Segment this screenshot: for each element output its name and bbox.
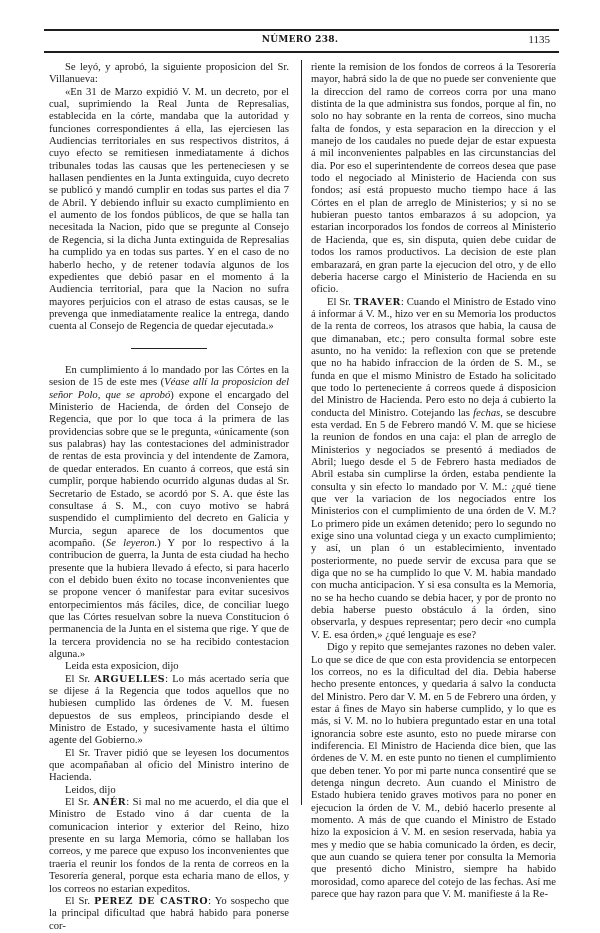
paragraph-proposal-text: «En 31 de Marzo expidió V. M. un decreto, por el cual, suprimiendo la Real Junta de Represalias, establecida en la córte, mandaba que la autoridad y funciones correspondientes á ella, las ejerciesen las Audiencias territoriales en sus respectivos distritos, á cuyo efecto se remitiesen inmediatamente á dichos tribunales todas las causas que les perteneciesen y se hallasen pendientes en la Junta extinguida, cuyo decreto se publicó y mandó cumplir en todas sus partes el dia 7 de Abril. Y debiendo influir su exacto cumplimiento en el aumento de los fondos públicos, de que se halla tan necesitada la Nacion, pido que se pregunte al Consejo de Regencia, si la dicha Junta extinguida de Represalias ha cumplido ya en todas sus partes. Y en el caso de no haberlo hecho, y de retener todavía algunos de los expedientes que debió pasar en el momento á la Audiencia territorial, para que la Nacion no sufra mayores perjuicios con el atraso de estas causas, se le prevenga que inmediatamente realice la entrega, dando cuenta al Consejo de Regencia de quedar ejecutada.» [49, 86, 289, 333]
right-column [311, 62, 556, 901]
paragraph-traver-continued: Digo y repito que semejantes razones no deben valer. Lo que se dice de que con esta providencia se entorpecen los correos, no es la dificultad del dia. Debia haberse hecho presente entonces, y quedaria á salvo la conducta del Ministro. Pero dar V. M. en 5 de Febrero una órden, y estar á fines de Mayo sin haberse cumplido, y lo que es más, si V. M. no lo hubiera preguntado estar en una total ignorancia sobre este asunto, esto no puede mirarse con indiferencia. El Ministro de Hacienda dice bien, que las órdenes de V. M. en este punto no tienen el cumplimiento que deben tener. Yo por mi parte nunca consentiré que se detenga ningun decreto. Aun cuando el Ministro de Estado hubiera tenido graves motivos para no poner en ejecucion la órden de V. M., debió hacerlo presente al momento. A más de que cuando el Ministro de Estado hizo la exposicion á V. M. en sesion reservada, habia ya mes y medio que se habia comunicado la órden, es decir, que aun cuando se quiera tener por consulta la Memoria que presentó dicho Ministro, siempre ha habido morosidad, como aparece del cotejo de las fechas. Así me parece que hay razon para que V. M. manifieste á la Re- [311, 642, 556, 901]
speech-text: : Lo más acertado sería que se dijese á la Regencia que todos aquellos que no hubiesen cumplido las órdenes de V. M. fuesen depuestos de sus empleos, principiando desde el Ministro de Estado, y sucesivamente hasta el último agente del Gobierno.» [49, 673, 290, 747]
speaker-prefix: El Sr. [327, 296, 354, 308]
paragraph-read: Leida esta exposicion, dijo [65, 661, 179, 673]
italic-word: fechas [473, 407, 501, 419]
speaker-name: ANÉR [93, 797, 127, 809]
speaker-name: PEREZ DE CASTRO [94, 895, 209, 907]
italic-note: Véase allí la proposicion del señor Polo, que se aprobó [49, 377, 290, 401]
text: ) expone el encargado del Ministerio de Hacienda, de órden del Consejo de Regencia, que por lo que toca á la primera de las providencias sobre que se le pregunta, «únicamente (son sus palabras) hay las contestaciones del administrador de rentas de esta provincia y del intendente de Zamora, de quedar enterados. En cuanto á correos, que está sin cumplir, porque habiendo ocurrido algunas dudas al Sr. Secretario de Estado, se acordó por S. A. que éste las consultase á S. M., con cuyo motivo se habrá suspendido el cumplimiento del decreto en Galicia y Murcia, segun aparece de los documentos que acompaño. ( [49, 389, 289, 549]
speech-continuation: riente la remision de los fondos de correos á la Tesorería mayor, habrá sido la de que no puede ser conveniente que la direccion del ramo de correos corra por una mano distinta de la que administra sus fondos, porque al fin, no solo no hay sobrante en la renta de correos, sino mucha falta de fondos, y esta separacion en la direccion y el manejo de los caudales no puede dejar de estar expuesta á mil inconvenientes palpables en las circunstancias del dia. Por eso el superintendente de correos desea que pase todo el negociado al Ministerio de Hacienda con sus fondos; así está propuesto mucho tiempo hace á las Córtes en el plan de arreglo de Ministerios; y si no se hubieran puesto tantos embarazos á su adopcion, ya estarian incorporados los fondos de correos al Ministerio de Hacienda, que es, sin disputa, quien debe cuidar de todos los ramos productivos. La decision de este plan embarazará, en gran parte la ejecucion del otro, y de ello deberia hacerse cargo el Ministerio de Hacienda en su oficio. [311, 62, 556, 296]
issue-number: NÚMERO 238. [261, 35, 339, 45]
speech-text: : Cuando el Ministro de Estado vino á informar á V. M., hizo ver en su Memoria los productos de la renta de correos, los atrasos que habia, la causa de que dimanaban, etc.; pero consulta formal sobre este asunto, no ha venido: la reflexion con que se pretende que no ha habido infraccion de la órden de S. M., se funda en que el mismo Ministro de Estado ha solicitado que todo lo perteneciente á correos quede á disposicion del Ministro de Hacienda. Pero esto no deja á cubierto la conducta del Ministro. Cotejando las [311, 296, 556, 419]
header-bottom-rule [44, 51, 559, 53]
italic-note: Se leyeron. [105, 537, 158, 549]
speech-aner [49, 797, 289, 896]
column-divider [301, 60, 302, 805]
speech-text: , se descubre esta verdad. En 5 de Febrero mandó V. M. que se hiciese la reunion de fondos en una caja: el plan de arreglo de Ministerios y negociados se presentó á mediados de Abril; luego desde el 5 de Febrero hasta mediados de Abril estaba sin cumplirse la órden, estaba pendiente la consulta y sin efecto lo mandado por V. M.: ¿qué tiene que ver la variacion de los negociados entre los Ministerios con el cumplimiento de una órden de V. M.? Lo primero pide un exámen detenido; pero lo segundo no exige sino una voluntad ciega y un exacto cumplimiento; y así, un plan ó un establecimiento, inventado posteriormente, no puede servir de excusa para que se diga que no se ha cumplido lo que V. M. habia mandado con mucha anticipacion. Y si esa consulta es la Memoria, no se ha hecho cuando se debia hacer, y por de pronto no debia haberse puesto obstáculo á la órden, sino observarla, y despues representar; pero decir «no cumpla V. E. esa órden,» ¿qué lenguaje es ese? [311, 407, 556, 641]
speech-perez-de-castro [49, 896, 289, 933]
paragraph-read-2: Leidos, dijo [65, 784, 116, 796]
speech-traver [311, 297, 556, 643]
speaker-name: ARGUELLES [94, 673, 166, 685]
speech-arguelles [49, 674, 289, 748]
page-number: 1135 [528, 34, 550, 46]
speech-text: : Si mal no me acuerdo, el dia que el Ministro de Estado vino á dar cuenta de la comunicacion interior y exterior del Reino, hizo presente en su larga Memoria, cómo se hallaban los correos, y me parece que expuso los inconvenientes que traeria el reunir los fondos de la renta de correos en la Tesorería general, porque esta echaria mano de ellos, y los correos no estarian expeditos. [49, 797, 289, 895]
speaker-name: TRAVER [353, 296, 401, 308]
speaker-prefix: El Sr. [65, 895, 95, 907]
text: ) Y por lo respectivo á la contribucion de guerra, la Junta de esta ciudad ha hecho presente que la hubiera llevado á efecto, si para hacerlo con el debido buen éxito no tocase inconvenientes que se propone vencer ó manifestar para evitar sucesivos entorpecimientos más fáciles, dice, de conciliar luego que las Córtes resuelvan sobre la nueva Constitucion ó permanencia de la Junta en el sistema que rige. Y que de la tercera providencia no se ha recibido contestacion alguna.» [49, 537, 290, 660]
section-separator [131, 348, 207, 350]
speech-text: : Yo sospecho que la principal dificultad que habrá habido para ponerse cor- [49, 895, 289, 932]
left-column [49, 62, 289, 933]
header-top-rule [44, 29, 559, 31]
paragraph-traver-request: El Sr. Traver pidió que se leyesen los documentos que acompañaban al oficio del Ministro interino de Hacienda. [49, 747, 289, 784]
paragraph-exposition [49, 365, 289, 661]
speaker-prefix: El Sr. [65, 797, 93, 809]
paragraph-proposal-intro: Se leyó, y aprobó, la siguiente proposicion del Sr. Villanueva: [49, 62, 289, 86]
speaker-prefix: El Sr. [65, 673, 95, 685]
text: En cumplimiento á lo mandado por las Córtes en la sesion de 15 de este mes ( [49, 365, 289, 389]
